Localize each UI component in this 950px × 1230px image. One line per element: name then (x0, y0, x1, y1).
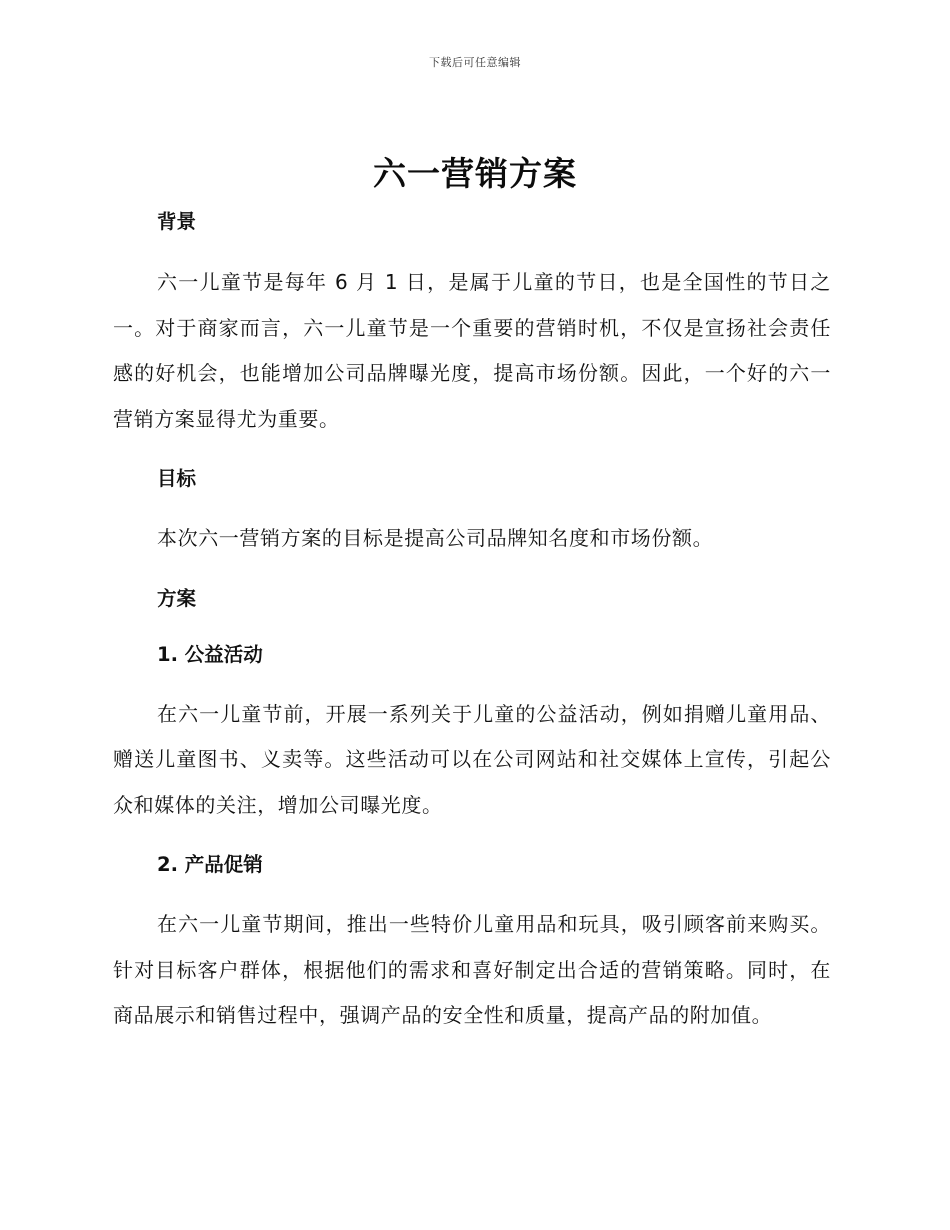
paragraph-promotion: 在六一儿童节期间，推出一些特价儿童用品和玩具，吸引顾客前来购买。针对目标客户群体，根据他们的需求和喜好制定出合适的营销策略。同时，在商品展示和销售过程中，强调产品的安全性和质量，提高产品的附加值。 (113, 912, 831, 1027)
paragraph-charity: 在六一儿童节前，开展一系列关于儿童的公益活动，例如捐赠儿童用品、赠送儿童图书、义卖等。这些活动可以在公司网站和社交媒体上宣传，引起公众和媒体的关注，增加公司曝光度。 (113, 701, 831, 817)
spacer (113, 674, 831, 692)
paragraph-goal: 本次六一营销方案的目标是提高公司品牌知名度和市场份额。 (157, 526, 714, 550)
section-heading-charity: 1. 公益活动 (157, 642, 263, 666)
spacer (113, 442, 831, 460)
spacer (113, 618, 831, 636)
section-heading-plan: 方案 (157, 586, 197, 610)
paragraph-background: 六一儿童节是每年 6 月 1 日，是属于儿童的节日，也是全国性的节日之一。对于商家而言，六一儿童节是一个重要的营销时机，不仅是宣扬社会责任感的好机会，也能增加公司品牌曝光度，提高市场份额。因此，一个好的六一营销方案显得尤为重要。 (113, 270, 831, 431)
section-heading-background: 背景 (157, 210, 197, 233)
spacer (113, 828, 831, 846)
spacer (113, 498, 831, 516)
section-heading-goal: 目标 (157, 467, 197, 490)
section-heading-promotion: 2. 产品促销 (157, 853, 263, 876)
page-title: 六一营销方案 (373, 154, 577, 193)
spacer (113, 562, 831, 580)
spacer (113, 241, 831, 260)
document-body (113, 203, 831, 1039)
spacer (113, 884, 831, 902)
header-note: 下载后可任意编辑 (429, 56, 521, 69)
